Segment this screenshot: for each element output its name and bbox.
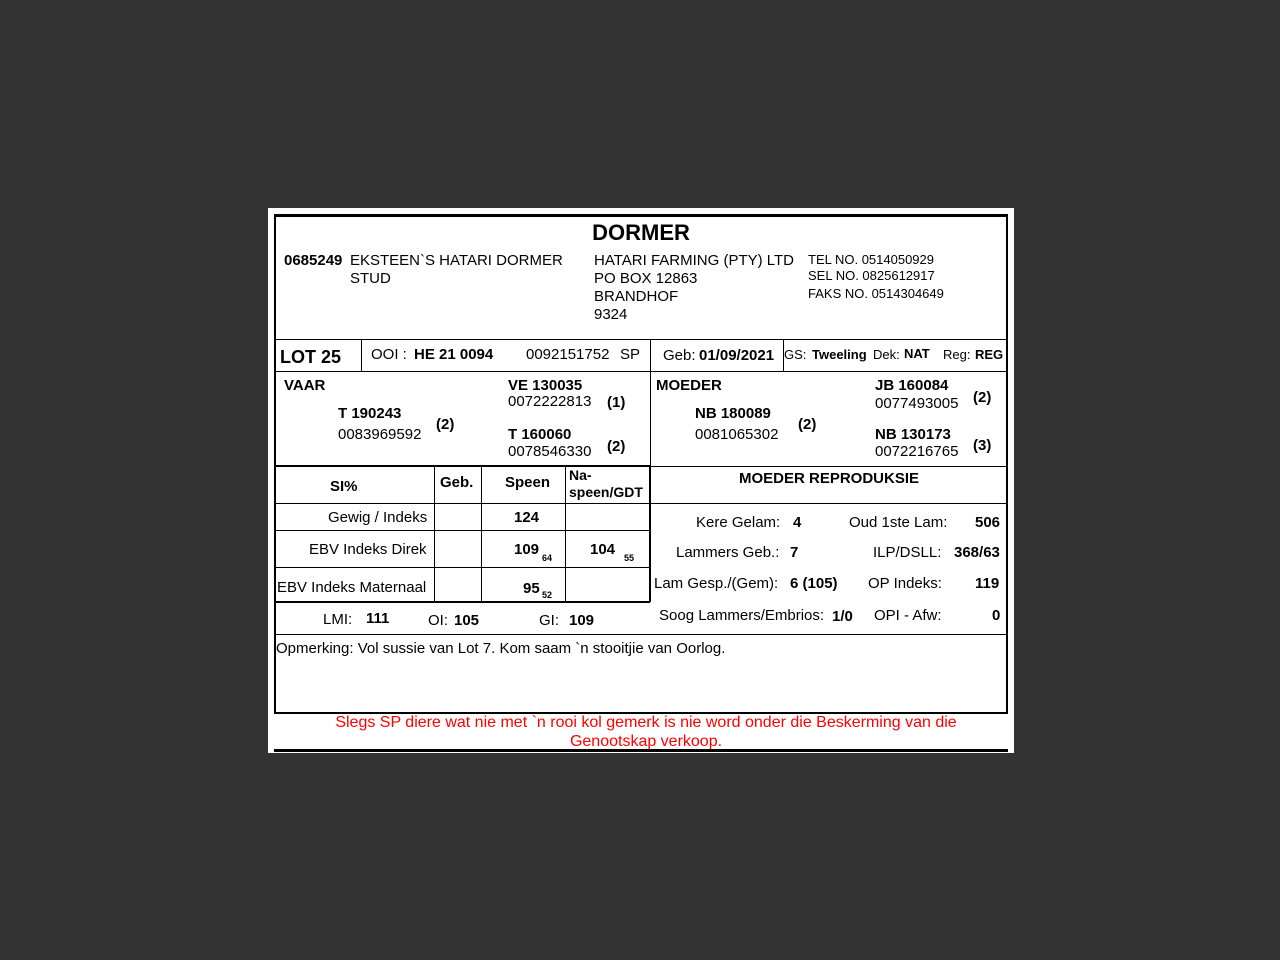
sex-label: OOI : [371,346,407,363]
reg-value: REG [975,347,1004,362]
owner-postcode: 9324 [594,306,628,323]
sire-sire-number: 0072222813 [508,393,592,410]
lot-number: LOT 25 [280,347,342,367]
row-label: EBV Indeks Maternaal [277,579,427,596]
gs-value: Tweeling [812,347,867,362]
birth-date: 01/09/2021 [699,347,775,364]
kere-gelam-value: 4 [793,514,802,531]
lot-row-bottom-line [274,371,1008,372]
gi-value: 109 [569,612,595,629]
soog-value: 1/0 [832,608,853,625]
speen-value: 124 [514,509,540,526]
remark-text: Opmerking: Vol sussie van Lot 7. Kom saam `n stooitjie van Oorlog. [276,640,726,657]
kere-gelam-label: Kere Gelam: [696,514,781,531]
owner-address-2: BRANDHOF [594,288,679,305]
sire-dam-grade: (2) [607,438,626,455]
protection-note-2: Genootskap verkoop. [569,733,723,750]
frame-left [274,214,276,714]
frame-top [275,214,1008,217]
naspeen-header-2: speen/GDT [569,484,643,500]
dam-id: NB 180089 [695,405,771,422]
si-header: SI% [330,478,358,495]
lammers-geb-value: 7 [790,544,799,561]
sire-dam-number: 0078546330 [508,443,592,460]
dam-label: MOEDER [656,377,722,394]
protection-note: Slegs SP diere wat nie met `n rooi kol gemerk is nie word onder die Beskerming van die [335,714,957,731]
gs-label: GS: [784,347,807,362]
oi-value: 105 [454,612,480,629]
naspeen-header: Na- [569,467,592,483]
animal-reg-number: 0092151752 [526,346,610,363]
naspeen-accuracy: 55 [624,553,635,563]
dam-number: 0081065302 [695,426,779,443]
naspeen-value: 104 [590,541,616,558]
sire-sire-grade: (1) [607,394,626,411]
lot-card [268,208,1014,753]
reproduction-title: MOEDER REPRODUKSIE [738,470,920,487]
speen-header: Speen [505,474,551,491]
pedigree-divider [650,371,651,467]
speen-value: 109 [514,541,540,558]
row-label: Gewig / Indeks [328,509,428,526]
dek-value: NAT [904,346,930,361]
sire-label: VAAR [284,377,326,394]
speen-value: 95 [523,580,540,597]
dek-label: Dek: [873,347,900,362]
reg-label: Reg: [943,347,971,362]
stud-name: EKSTEEN`S HATARI DORMER [350,252,563,269]
lammers-geb-label: Lammers Geb.: [676,544,780,561]
fax-number: FAKS NO. 0514304649 [808,286,944,301]
member-number: 0685249 [284,252,343,269]
ilp-label: ILP/DSLL: [873,544,942,561]
gi-label: GI: [539,612,560,629]
animal-class: SP [620,346,641,363]
owner-name: HATARI FARMING (PTY) LTD [594,252,795,269]
opi-label: OPI - Afw: [874,607,942,624]
oud-label: Oud 1ste Lam: [849,514,948,531]
breed-title: DORMER [592,220,690,245]
geb-header: Geb. [440,474,474,491]
op-value: 119 [975,575,1000,592]
dam-dam-number: 0072216765 [875,443,959,460]
lam-gesp-label: Lam Gesp./(Gem): [654,575,779,592]
dam-sire-grade: (2) [973,389,992,406]
lmi-label: LMI: [323,611,353,628]
sire-dam-id: T 160060 [508,426,572,443]
sire-grade: (2) [436,416,455,433]
dam-sire-number: 0077493005 [875,395,959,412]
speen-accuracy: 52 [542,590,553,600]
birth-label: Geb: [663,347,696,364]
op-label: OP Indeks: [868,575,942,592]
sire-id: T 190243 [338,405,402,422]
remark-divider [274,634,1008,635]
ilp-value: 368/63 [954,544,1000,561]
dam-grade: (2) [798,416,817,433]
cell-number: SEL NO. 0825612917 [808,268,935,283]
animal-id: HE 21 0094 [414,346,494,363]
speen-accuracy: 64 [542,553,553,563]
dam-sire-id: JB 160084 [875,377,949,394]
soog-label: Soog Lammers/Embrios: [659,607,825,624]
oi-label: OI: [428,612,449,629]
lot-row-top-line [274,339,1008,340]
owner-address-1: PO BOX 12863 [594,270,698,287]
dam-dam-grade: (3) [973,437,992,454]
lam-gesp-value: 6 (105) [790,575,838,592]
sire-number: 0083969592 [338,426,422,443]
tel-number: TEL NO. 0514050929 [808,252,934,267]
sire-sire-id: VE 130035 [508,377,583,394]
row-label: EBV Indeks Direk [309,541,427,558]
dam-dam-id: NB 130173 [875,426,951,443]
stud-name-2: STUD [350,270,391,287]
frame-right [1006,214,1008,714]
lmi-value: 111 [366,610,390,627]
opi-value: 0 [992,607,1001,624]
oud-value: 506 [975,514,1001,531]
